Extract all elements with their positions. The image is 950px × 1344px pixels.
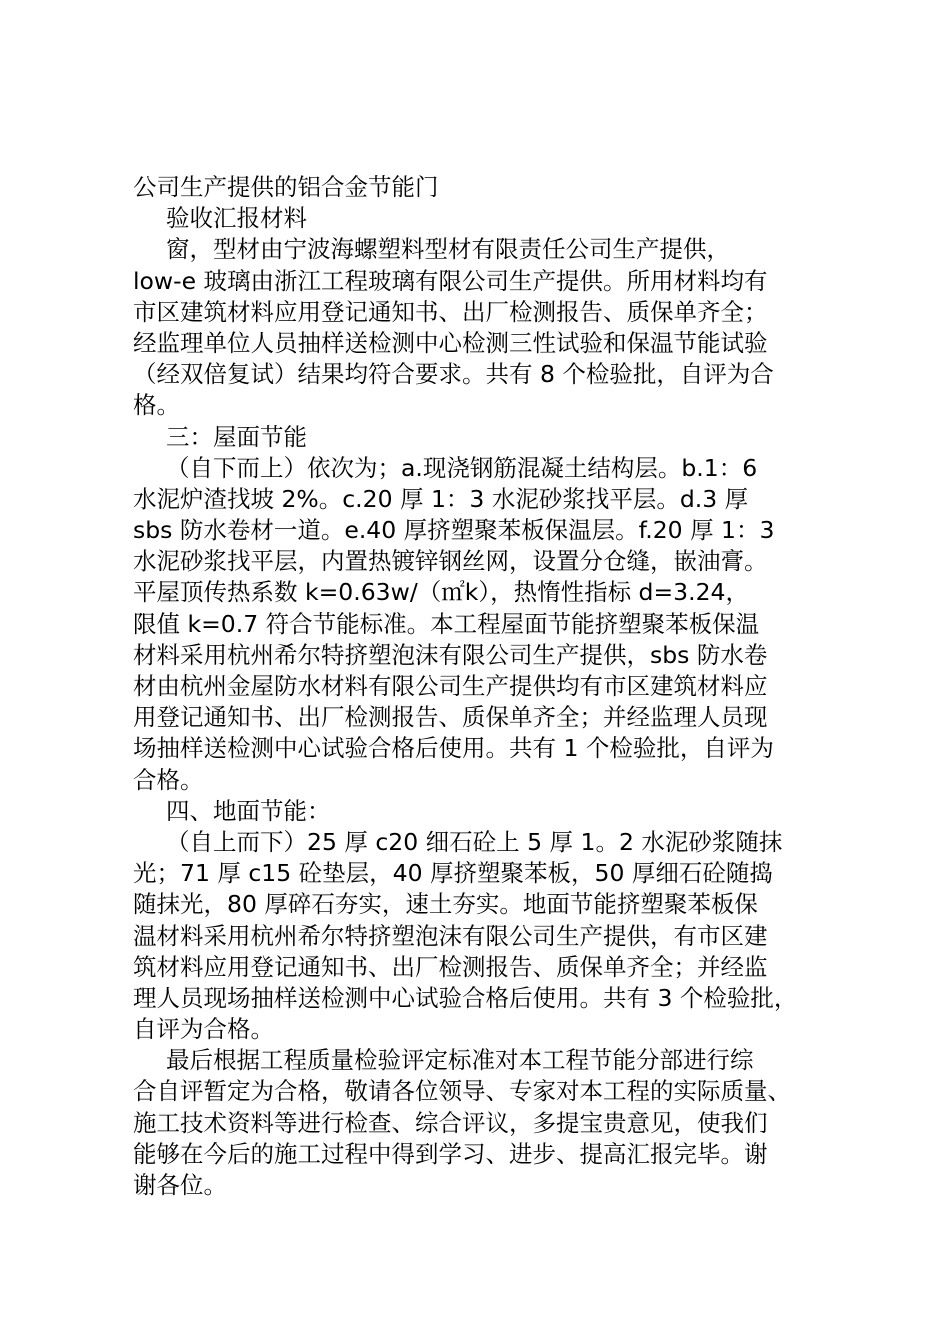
text-line: 用登记通知书、出厂检测报告、质保单齐全；并经监理人员现	[133, 703, 768, 732]
text-line: 格。	[133, 391, 180, 420]
text-line: 材料采用杭州希尔特挤塑泡沫有限公司生产提供，sbs 防水卷	[133, 640, 768, 669]
text-line: 最后根据工程质量检验评定标准对本工程节能分部进行综	[166, 1046, 754, 1075]
text-line: 四、地面节能：	[166, 796, 331, 825]
text-line: 合自评暂定为合格，敬请各位领导、专家对本工程的实际质量、	[133, 1077, 791, 1106]
document-body	[133, 172, 853, 1201]
text-line: 市区建筑材料应用登记通知书、出厂检测报告、质保单齐全；	[133, 297, 768, 326]
text-line: 施工技术资料等进行检查、综合评议，多提宝贵意见，使我们	[133, 1108, 768, 1137]
text-line: （自下而上）依次为；a.现浇钢筋混凝土结构层。b.1：6	[166, 453, 758, 482]
text-line: 验收汇报材料	[166, 204, 307, 233]
text-line: low-e 玻璃由浙江工程玻璃有限公司生产提供。所用材料均有	[133, 266, 768, 295]
text-line: 自评为合格。	[133, 1015, 274, 1044]
text-line: （经双倍复试）结果均符合要求。共有 8 个检验批，自评为合	[133, 360, 774, 389]
text-line: 光；71 厚 c15 砼垫层，40 厚挤塑聚苯板，50 厚细石砼随捣	[133, 859, 773, 888]
text-line: 经监理单位人员抽样送检测中心检测三性试验和保温节能试验	[133, 328, 768, 357]
text-line: 平屋顶传热系数 k=0.63w/（㎡k），热惰性指标 d=3.24，	[133, 578, 749, 607]
text-line: 限值 k=0.7 符合节能标准。本工程屋面节能挤塑聚苯板保温	[133, 609, 760, 638]
text-line: 水泥砂浆找平层，内置热镀锌钢丝网，设置分仓缝，嵌油膏。	[133, 547, 768, 576]
text-line: 合格。	[133, 765, 204, 794]
text-line: 谢各位。	[133, 1171, 227, 1199]
text-line: sbs 防水卷材一道。e.40 厚挤塑聚苯板保温层。f.20 厚 1：3	[133, 516, 775, 545]
text-line: 温材料采用杭州希尔特挤塑泡沫有限公司生产提供，有市区建	[133, 921, 768, 950]
text-line: 公司生产提供的铝合金节能门	[133, 173, 439, 201]
text-line: 能够在今后的施工过程中得到学习、进步、提高汇报完毕。谢	[133, 1139, 768, 1168]
text-line: 场抽样送检测中心试验合格后使用。共有 1 个检验批，自评为	[133, 734, 774, 763]
text-line: 三：屋面节能	[166, 422, 307, 451]
text-line: 水泥炉渣找坡 2%。c.20 厚 1：3 水泥砂浆找平层。d.3 厚	[133, 484, 749, 513]
text-line: （自上而下）25 厚 c20 细石砼上 5 厚 1。2 水泥砂浆随抹	[166, 827, 783, 856]
text-line: 随抹光，80 厚碎石夯实，速土夯实。地面节能挤塑聚苯板保	[133, 890, 758, 919]
text-line: 材由杭州金屋防水材料有限公司生产提供均有市区建筑材料应	[133, 672, 768, 700]
text-line: 理人员现场抽样送检测中心试验合格后使用。共有 3 个检验批，	[133, 983, 798, 1012]
text-line: 窗，型材由宁波海螺塑料型材有限责任公司生产提供，	[166, 235, 730, 264]
text-line: 筑材料应用登记通知书、出厂检测报告、质保单齐全；并经监	[133, 952, 768, 981]
